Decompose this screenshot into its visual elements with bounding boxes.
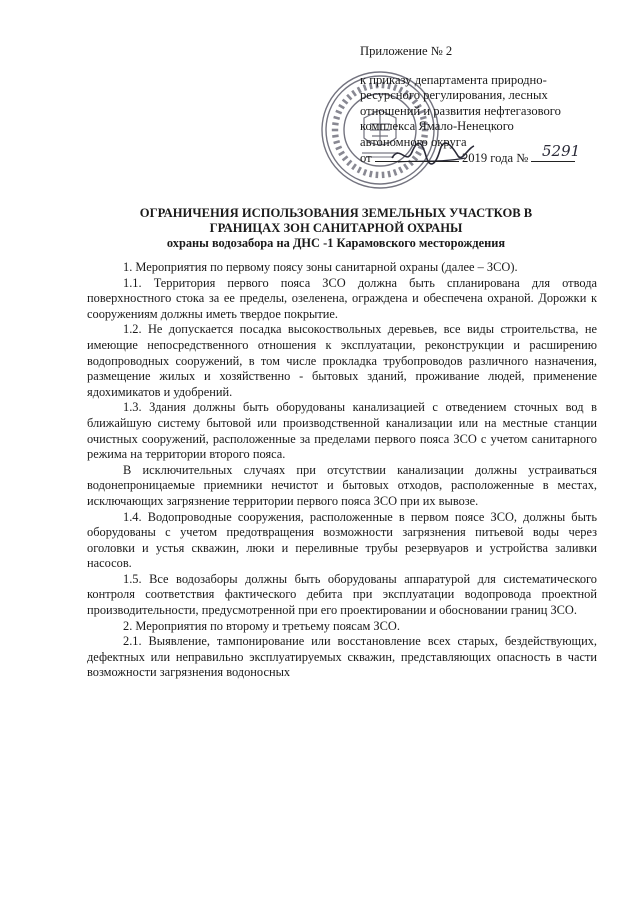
document-body bbox=[87, 260, 597, 681]
paragraph: 2. Мероприятия по второму и третьему поясам ЗСО. bbox=[123, 618, 400, 633]
date-prefix: от bbox=[360, 150, 372, 165]
date-year: 2019 года № bbox=[461, 150, 529, 165]
title-line-2: ГРАНИЦАХ ЗОН САНИТАРНОЙ ОХРАНЫ bbox=[209, 221, 463, 235]
seal-ring-mark bbox=[335, 145, 342, 150]
seal-ring-mark bbox=[346, 94, 352, 100]
order-line-2: ресурсного регулирования, лесных bbox=[360, 88, 548, 103]
document-title bbox=[86, 206, 586, 251]
seal-ring-mark bbox=[332, 129, 338, 132]
seal-ring-mark bbox=[387, 171, 391, 178]
paragraph: В исключительных случаях при отсутствии канализации должны устраиваться водонепроницаемые приемники нечистот и бытовых отходов, расположенные в местах, исключающих загрязнение территории первого пояса ЗСО при их вывозе. bbox=[87, 462, 597, 508]
seal-ring-mark bbox=[382, 172, 385, 179]
seal-ring-mark bbox=[369, 171, 373, 178]
seal-ring-mark bbox=[351, 90, 357, 97]
paragraph: 1. Мероприятия по первому поясу зоны санитарной охраны (далее – ЗСО). bbox=[123, 260, 518, 274]
seal-ring-mark bbox=[342, 155, 349, 161]
paragraph: 1.4. Водопроводные сооружения, расположенные в первом поясе ЗСО, должны быть оборудованы с учетом предотвращения возможности загрязнения питьевой воды через оголовки и устья скважин, люки и переливные трубы резервуаров и устройства заливки насосов. bbox=[87, 509, 597, 571]
seal-ring-mark bbox=[346, 160, 352, 166]
order-line-3: отношений и развития нефтегазового bbox=[360, 103, 561, 118]
seal-ring-mark bbox=[333, 116, 340, 120]
order-number-text: 5291 bbox=[542, 142, 581, 160]
seal-ring-mark bbox=[357, 167, 362, 174]
order-line-5: автономного округа bbox=[360, 134, 467, 149]
seal-ring-mark bbox=[333, 140, 340, 144]
paragraph: 1.2. Не допускается посадка высокоствольных деревьев, все виды строительства, не имеющие непосредственного отношения к эксплуатации, реконструкции и расширению водопроводных сооружений, в том числе прокладка трубопроводов различного назначения, размещение жилых и хозяйственно - бытовых зданий, проживание людей, применение ядохимикатов и удобрений. bbox=[87, 322, 597, 399]
seal-ring-mark bbox=[351, 163, 357, 170]
title-line-3: охраны водозабора на ДНС -1 Карамовского месторождения bbox=[166, 236, 506, 250]
seal-ring-mark bbox=[335, 110, 342, 115]
appendix-title: Приложение № 2 bbox=[360, 44, 453, 58]
order-line-1: к приказу департамента природно- bbox=[360, 72, 547, 87]
title-line-1: ОГРАНИЧЕНИЯ ИСПОЛЬЗОВАНИЯ ЗЕМЕЛЬНЫХ УЧАСТКОВ В bbox=[139, 206, 533, 220]
paragraph: 1.5. Все водозаборы должны быть оборудованы аппаратурой для систематического контроля соответствия фактического дебита при эксплуатации водопровода проектной производительности, предусмотренной при его проектировании и обосновании границ ЗСО. bbox=[87, 571, 597, 618]
handwritten-order-number bbox=[540, 140, 600, 162]
paragraph: 1.1. Территория первого пояса ЗСО должна быть спланирована для отвода поверхностного стока за ее пределы, озеленена, ограждена и обеспечена охраной. Дорожки к сооружениям должны иметь твердое покрытие. bbox=[87, 275, 597, 321]
paragraph: 2.1. Выявление, тампонирование или восстановление всех старых, бездействующих, дефектных или неправильно эксплуатируемых скважин, представляющих опасность в части возможности загрязнения водоносных bbox=[87, 634, 597, 680]
seal-ring-mark bbox=[338, 104, 345, 110]
paragraph: 1.3. Здания должны быть оборудованы канализацией с отведением сточных вод в ближайшую систему бытовой или производственной канализации или на местные станции очистных сооружений, расположенные за пределами первого пояса ЗСО с учетом санитарного режима на территории второго пояса. bbox=[87, 400, 597, 462]
seal-ring-mark bbox=[363, 169, 368, 176]
seal-ring-mark bbox=[332, 122, 339, 125]
order-line-4: комплекса Ямало-Ненецкого bbox=[360, 119, 514, 134]
seal-ring-mark bbox=[342, 99, 349, 105]
seal-ring-mark bbox=[338, 151, 345, 157]
date-blank bbox=[375, 151, 459, 162]
seal-ring-mark bbox=[332, 134, 339, 137]
seal-ring-mark bbox=[375, 172, 378, 179]
